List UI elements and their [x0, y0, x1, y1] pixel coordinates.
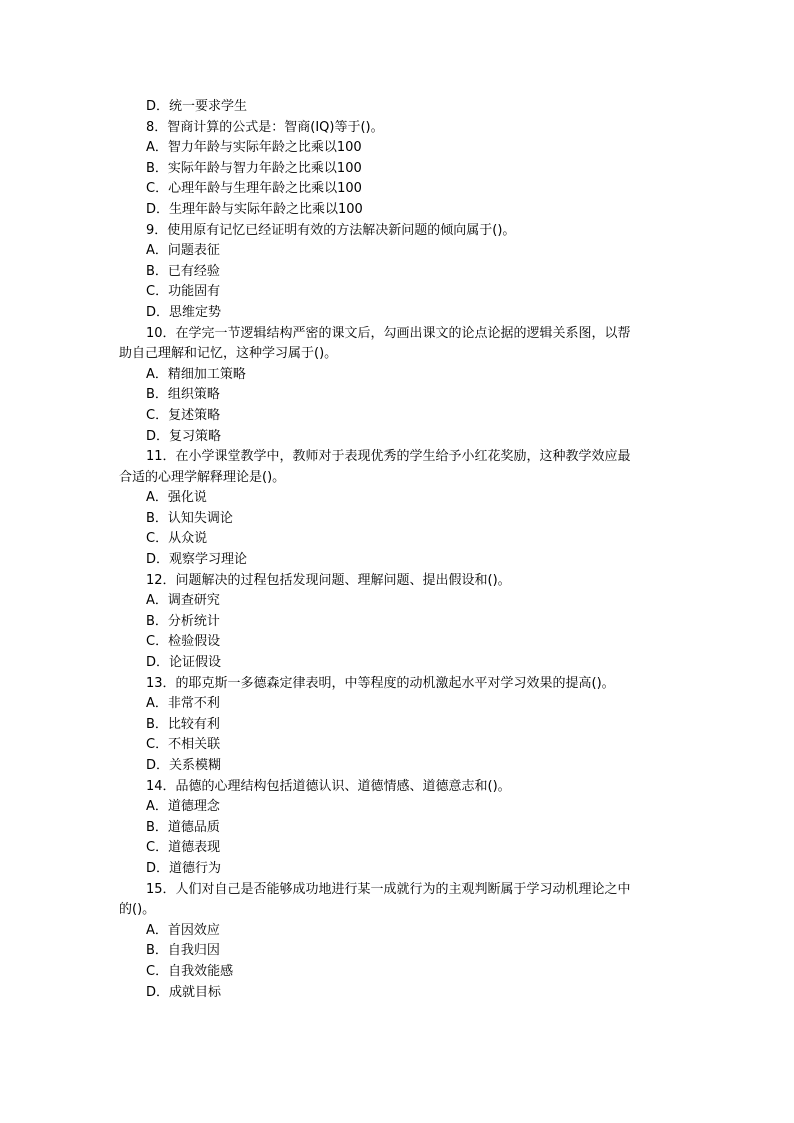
question-text-continued: 的()。: [119, 902, 156, 918]
answer-option: B．分析统计: [146, 613, 220, 629]
answer-option: A．问题表征: [146, 243, 220, 259]
answer-option: C．复述策略: [146, 407, 221, 423]
question-text: 14．品德的心理结构包括道德认识、道德情感、道德意志和()。: [146, 778, 511, 794]
question-text-continued: 助自己理解和记忆，这种学习属于()。: [119, 346, 338, 362]
answer-option: C．自我效能感: [146, 963, 234, 979]
answer-option: C．心理年龄与生理年龄之比乘以100: [146, 181, 362, 197]
answer-option: C．检验假设: [146, 634, 221, 650]
answer-option: D．生理年龄与实际年龄之比乘以100: [146, 201, 363, 217]
answer-option: D．统一要求学生: [146, 99, 248, 114]
answer-option: A．非常不利: [146, 696, 220, 712]
answer-option: C．从众说: [146, 531, 208, 547]
answer-option: B．比较有利: [146, 716, 220, 732]
question-text: 10．在学完一节逻辑结构严密的课文后，勾画出课文的论点论据的逻辑关系图，以帮: [146, 325, 631, 341]
answer-option: D．思维定势: [146, 304, 222, 320]
answer-option: B．道德品质: [146, 819, 220, 835]
answer-option: C．功能固有: [146, 284, 221, 300]
answer-option: D．论证假设: [146, 655, 222, 671]
answer-option: D．成就目标: [146, 984, 222, 1000]
answer-option: D．关系模糊: [146, 758, 222, 773]
question-text: 11．在小学课堂教学中，教师对于表现优秀的学生给予小红花奖励，这种教学效应最: [146, 449, 631, 465]
answer-option: B．组织策略: [146, 387, 220, 403]
answer-option: D．复习策略: [146, 428, 222, 444]
question-text: 15．人们对自己是否能够成功地进行某一成就行为的主观判断属于学习动机理论之中: [146, 881, 631, 897]
document-body: [119, 97, 679, 1003]
question-text-continued: 合适的心理学解释理论是()。: [119, 469, 286, 485]
answer-option: A．精细加工策略: [146, 366, 246, 382]
answer-option: A．智力年龄与实际年龄之比乘以100: [146, 140, 362, 156]
answer-option: A．调查研究: [146, 593, 220, 609]
answer-option: B．自我归因: [146, 943, 220, 959]
answer-option: D．道德行为: [146, 860, 222, 876]
answer-option: C．道德表现: [146, 840, 221, 856]
answer-option: B．实际年龄与智力年龄之比乘以100: [146, 160, 362, 176]
answer-option: B．已有经验: [146, 263, 220, 279]
question-text: 9．使用原有记忆已经证明有效的方法解决新问题的倾向属于()。: [146, 222, 516, 238]
answer-option: D．观察学习理论: [146, 552, 248, 568]
answer-option: A．道德理念: [146, 799, 220, 815]
question-text: 13．的耶克斯一多德森定律表明，中等程度的动机激起水平对学习效果的提高()。: [146, 675, 615, 691]
answer-option: A．首因效应: [146, 922, 220, 938]
answer-option: C．不相关联: [146, 737, 221, 753]
answer-option: A．强化说: [146, 490, 207, 506]
question-text: 8．智商计算的公式是：智商(IQ)等于()。: [146, 119, 384, 135]
answer-option: B．认知失调论: [146, 510, 233, 526]
question-text: 12．问题解决的过程包括发现问题、理解问题、提出假设和()。: [146, 572, 511, 588]
